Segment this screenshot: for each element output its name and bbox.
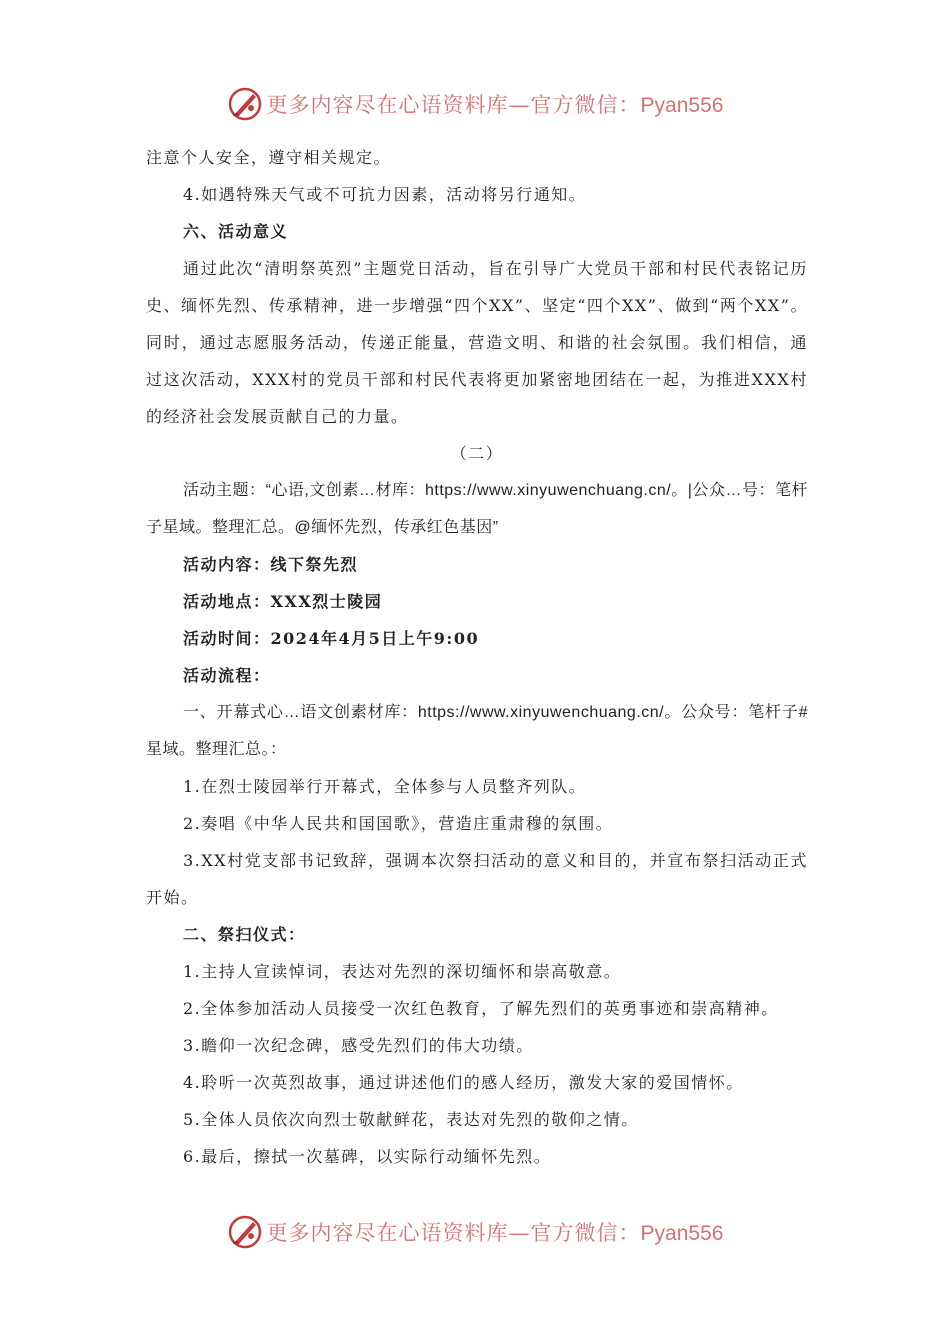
list-item: 3.瞻仰一次纪念碑，感受先烈们的伟大功绩。 — [183, 1036, 534, 1055]
list-item: 2.全体参加活动人员接受一次红色教育，了解先烈们的英勇事迹和崇高精神。 — [183, 999, 779, 1018]
header-banner — [0, 82, 950, 126]
paragraph: 活动主题：“心语,文创素…材库：https://www.xinyuwenchuang.cn/。|公众…号：笔杆子星域。整理汇总。@缅怀先烈，传承红色基因” — [146, 482, 808, 536]
activity-content: 活动内容：线下祭先烈 — [183, 555, 359, 574]
activity-location: 活动地点：XXX烈士陵园 — [183, 592, 383, 611]
list-item: 3.XX村党支部书记致辞，强调本次祭扫活动的意义和目的，并宣布祭扫活动正式开始。 — [146, 851, 808, 907]
pen-logo-icon — [227, 86, 263, 122]
paragraph: 通过此次“清明祭英烈”主题党日活动，旨在引导广大党员干部和村民代表铭记历史、缅怀先烈、传承精神，进一步增强“四个XX”、坚定“四个XX”、做到“两个XX”。同时，通过志愿服务活动，传递正能量，营造文明、和谐的社会氛围。我们相信，通过这次活动，XXX村的党员干部和村民代表将更加紧密地团结在一起，为推进XXX村的经济社会发展贡献自己的力量。 — [146, 259, 808, 426]
document-body — [146, 139, 808, 1175]
list-item: 4.聆听一次英烈故事，通过讲述他们的感人经历，激发大家的爱国情怀。 — [183, 1073, 744, 1092]
list-item: 1.主持人宣读悼词，表达对先烈的深切缅怀和崇高敬意。 — [183, 962, 622, 981]
activity-process: 活动流程： — [183, 666, 271, 685]
banner-text: 更多内容尽在心语资料库—官方微信：Pyan556 — [266, 93, 724, 117]
section-heading: 六、活动意义 — [183, 222, 289, 241]
section-heading: 二、祭扫仪式： — [183, 925, 306, 944]
part-heading: （二） — [450, 444, 504, 463]
paragraph: 一、开幕式心…语文创素材库：https://www.xinyuwenchuang.cn/。公众号：笔杆子#星域。整理汇总。： — [146, 704, 808, 758]
banner-text: 更多内容尽在心语资料库—官方微信：Pyan556 — [266, 1221, 724, 1245]
paragraph: 注意个人安全，遵守相关规定。 — [146, 148, 392, 167]
list-item: 1.在烈士陵园举行开幕式，全体参与人员整齐列队。 — [183, 777, 587, 796]
pen-logo-icon — [227, 1214, 263, 1250]
list-item: 6.最后，擦拭一次墓碑，以实际行动缅怀先烈。 — [183, 1147, 552, 1166]
paragraph: 4.如遇特殊天气或不可抗力因素，活动将另行通知。 — [183, 185, 587, 204]
list-item: 2.奏唱《中华人民共和国国歌》，营造庄重肃穆的氛围。 — [183, 814, 614, 833]
list-item: 5.全体人员依次向烈士敬献鲜花，表达对先烈的敬仰之情。 — [183, 1110, 639, 1129]
footer-banner — [0, 1210, 950, 1254]
activity-time: 活动时间：2024年4月5日上午9:00 — [183, 629, 480, 648]
